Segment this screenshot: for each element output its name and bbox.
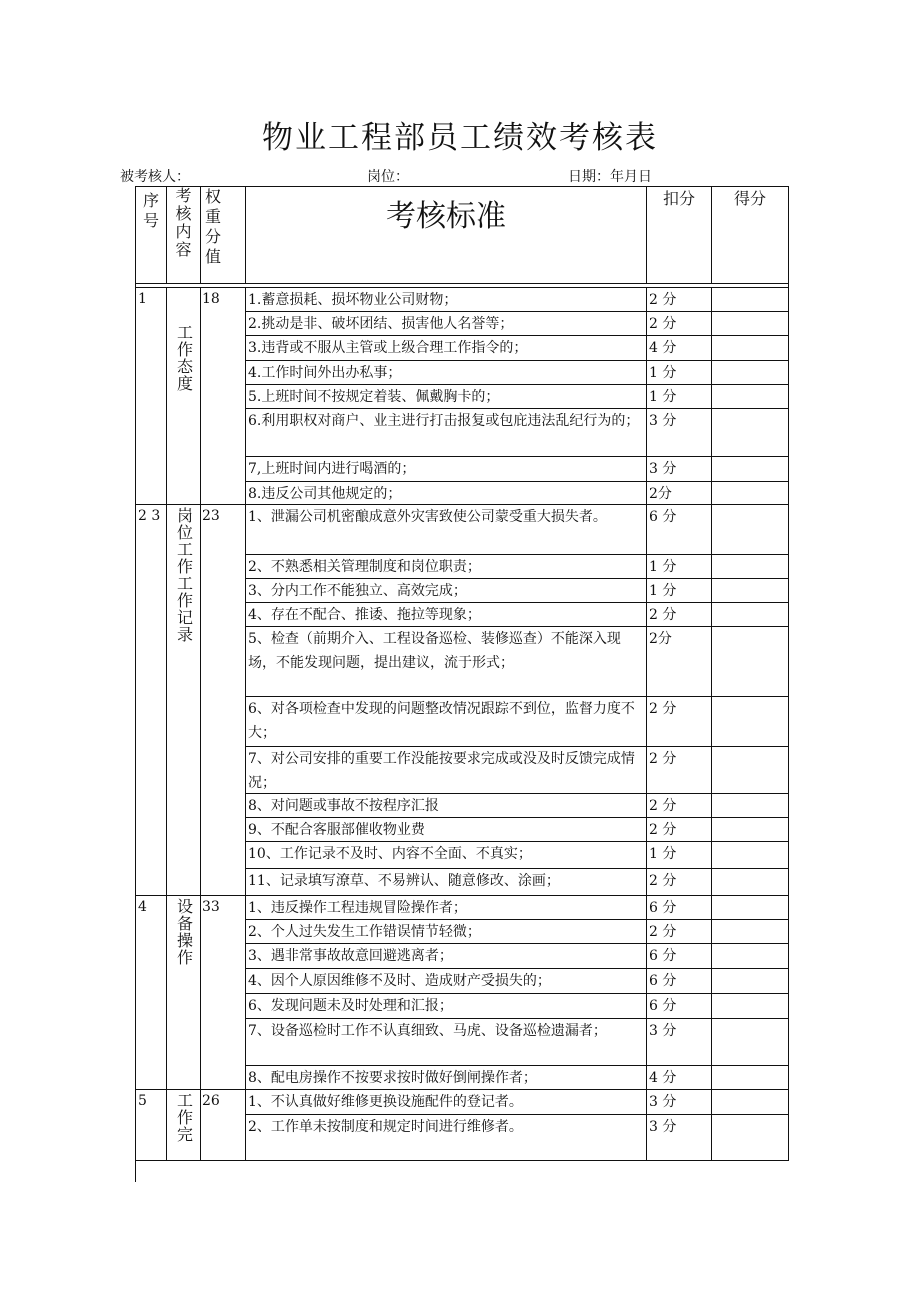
deduct-points: 6 分 [647, 969, 712, 994]
criterion-text: 6、对各项检查中发现的问题整改情况跟踪不到位，监督力度不大； [246, 697, 647, 747]
deduct-points: 1 分 [647, 842, 712, 869]
criterion-text: 2、个人过失发生工作错误情节轻微； [246, 920, 647, 944]
score-cell [712, 1066, 789, 1090]
score-cell [712, 747, 789, 794]
assessment-table [135, 186, 789, 1182]
deduct-points: 2 分 [647, 288, 712, 312]
header-score: 得分 [712, 187, 789, 284]
deduct-points: 6 分 [647, 994, 712, 1019]
deduct-points: 4 分 [647, 336, 712, 361]
section-content-label: 设备操作 [174, 898, 194, 966]
deduct-points: 2 分 [647, 794, 712, 818]
criterion-text: 1、不认真做好维修更换设施配件的登记者。 [246, 1090, 647, 1115]
criterion-text: 3.违背或不服从主管或上级合理工作指令的； [246, 336, 647, 361]
score-cell [712, 994, 789, 1019]
score-cell [712, 794, 789, 818]
post-label: 岗位： [367, 169, 409, 185]
criterion-text: 8.违反公司其他规定的； [246, 482, 647, 505]
section-weight: 33 [201, 896, 246, 1090]
score-cell [712, 409, 789, 457]
score-cell [712, 288, 789, 312]
criterion-text: 6、发现问题未及时处理和汇报； [246, 994, 647, 1019]
date-label: 日期：年月日 [568, 169, 652, 185]
criterion-text: 5、检查（前期介入、工程设备巡检、装修巡查）不能深入现场，不能发现问题，提出建议，流于形式； [246, 627, 647, 697]
deduct-points: 1 分 [647, 579, 712, 603]
score-cell [712, 1019, 789, 1066]
deduct-points: 3 分 [647, 1019, 712, 1066]
section-content-label: 岗位工作工作记录 [174, 507, 194, 643]
deduct-points: 2 分 [647, 312, 712, 336]
deduct-points: 3 分 [647, 1090, 712, 1115]
header-content: 考核内容 [167, 187, 201, 284]
score-cell [712, 336, 789, 361]
section-weight: 26 [201, 1090, 246, 1161]
deduct-points: 1 分 [647, 385, 712, 409]
score-cell [712, 842, 789, 869]
score-cell [712, 896, 789, 920]
criterion-text: 11、记录填写潦草、不易辨认、随意修改、涂画； [246, 869, 647, 896]
score-cell [712, 920, 789, 944]
section-seq: 5 [136, 1090, 167, 1161]
deduct-points: 1 分 [647, 361, 712, 385]
criterion-text: 8、配电房操作不按要求按时做好倒闸操作者； [246, 1066, 647, 1090]
criterion-text: 4.工作时间外出办私事； [246, 361, 647, 385]
deduct-points: 2 分 [647, 920, 712, 944]
criterion-text: 6.利用职权对商户、业主进行打击报复或包庇违法乱纪行为的； [246, 409, 647, 457]
document-title: 物业工程部员工绩效考核表 [262, 120, 658, 156]
criterion-text: 2、工作单未按制度和规定时间进行维修者。 [246, 1115, 647, 1161]
header-criteria: 考核标准 [246, 187, 647, 284]
deduct-points: 2 分 [647, 603, 712, 627]
deduct-points: 1 分 [647, 555, 712, 579]
deduct-points: 6 分 [647, 505, 712, 555]
section-content [167, 288, 201, 505]
criterion-text: 2、不熟悉相关管理制度和岗位职责； [246, 555, 647, 579]
deduct-points: 3 分 [647, 409, 712, 457]
score-cell [712, 969, 789, 994]
criterion-text: 9、不配合客服部催收物业费 [246, 818, 647, 842]
deduct-points: 2分 [647, 482, 712, 505]
score-cell [712, 505, 789, 555]
score-cell [712, 697, 789, 747]
score-cell [712, 1090, 789, 1115]
header-deduct: 扣分 [647, 187, 712, 284]
deduct-points: 2分 [647, 627, 712, 697]
score-cell [712, 555, 789, 579]
criterion-text: 7、对公司安排的重要工作没能按要求完成或没及时反馈完成情况； [246, 747, 647, 794]
criterion-text: 10、工作记录不及时、内容不全面、不真实； [246, 842, 647, 869]
criterion-text: 7、设备巡检时工作不认真细致、马虎、设备巡检遗漏者； [246, 1019, 647, 1066]
score-cell [712, 603, 789, 627]
deduct-points: 2 分 [647, 697, 712, 747]
section-weight: 18 [201, 288, 246, 505]
deduct-points: 2 分 [647, 869, 712, 896]
deduct-points: 3 分 [647, 457, 712, 482]
examinee-label: 被考核人： [120, 169, 190, 185]
score-cell [712, 312, 789, 336]
criterion-text: 4、存在不配合、推诿、拖拉等现象； [246, 603, 647, 627]
section-seq: 1 [136, 288, 167, 505]
section-weight: 23 [201, 505, 246, 896]
criterion-text: 3、遇非常事故故意回避逃离者； [246, 944, 647, 969]
criterion-text: 5.上班时间不按规定着装、佩戴胸卡的； [246, 385, 647, 409]
criterion-text: 3、分内工作不能独立、高效完成； [246, 579, 647, 603]
criterion-text: 1、泄漏公司机密酿成意外灾害致使公司蒙受重大损失者。 [246, 505, 647, 555]
score-cell [712, 579, 789, 603]
score-cell [712, 818, 789, 842]
header-seq: 序号 [136, 187, 167, 284]
section-content-label: 工作态度 [174, 324, 194, 392]
score-cell [712, 869, 789, 896]
section-seq: 4 [136, 896, 167, 1090]
section-content [167, 505, 201, 896]
header-weight: 权重分值 [201, 187, 246, 284]
score-cell [712, 1115, 789, 1161]
score-cell [712, 482, 789, 505]
score-cell [712, 385, 789, 409]
deduct-points: 2 分 [647, 747, 712, 794]
section-content [167, 1090, 201, 1161]
deduct-points: 3 分 [647, 1115, 712, 1161]
criterion-text: 7,上班时间内进行喝酒的； [246, 457, 647, 482]
criterion-text: 4、因个人原因维修不及时、造成财产受损失的； [246, 969, 647, 994]
deduct-points: 2 分 [647, 818, 712, 842]
criterion-text: 8、对问题或事故不按程序汇报 [246, 794, 647, 818]
criterion-text: 1.蓄意损耗、损坏物业公司财物； [246, 288, 647, 312]
score-cell [712, 944, 789, 969]
criterion-text: 1、违反操作工程违规冒险操作者； [246, 896, 647, 920]
section-content-label: 工作完 [174, 1092, 194, 1143]
score-cell [712, 627, 789, 697]
score-cell [712, 457, 789, 482]
deduct-points: 6 分 [647, 944, 712, 969]
score-cell [712, 361, 789, 385]
section-content [167, 896, 201, 1090]
deduct-points: 6 分 [647, 896, 712, 920]
deduct-points: 4 分 [647, 1066, 712, 1090]
criterion-text: 2.挑动是非、破坏团结、损害他人名誉等； [246, 312, 647, 336]
section-seq: 2 3 [136, 505, 167, 896]
